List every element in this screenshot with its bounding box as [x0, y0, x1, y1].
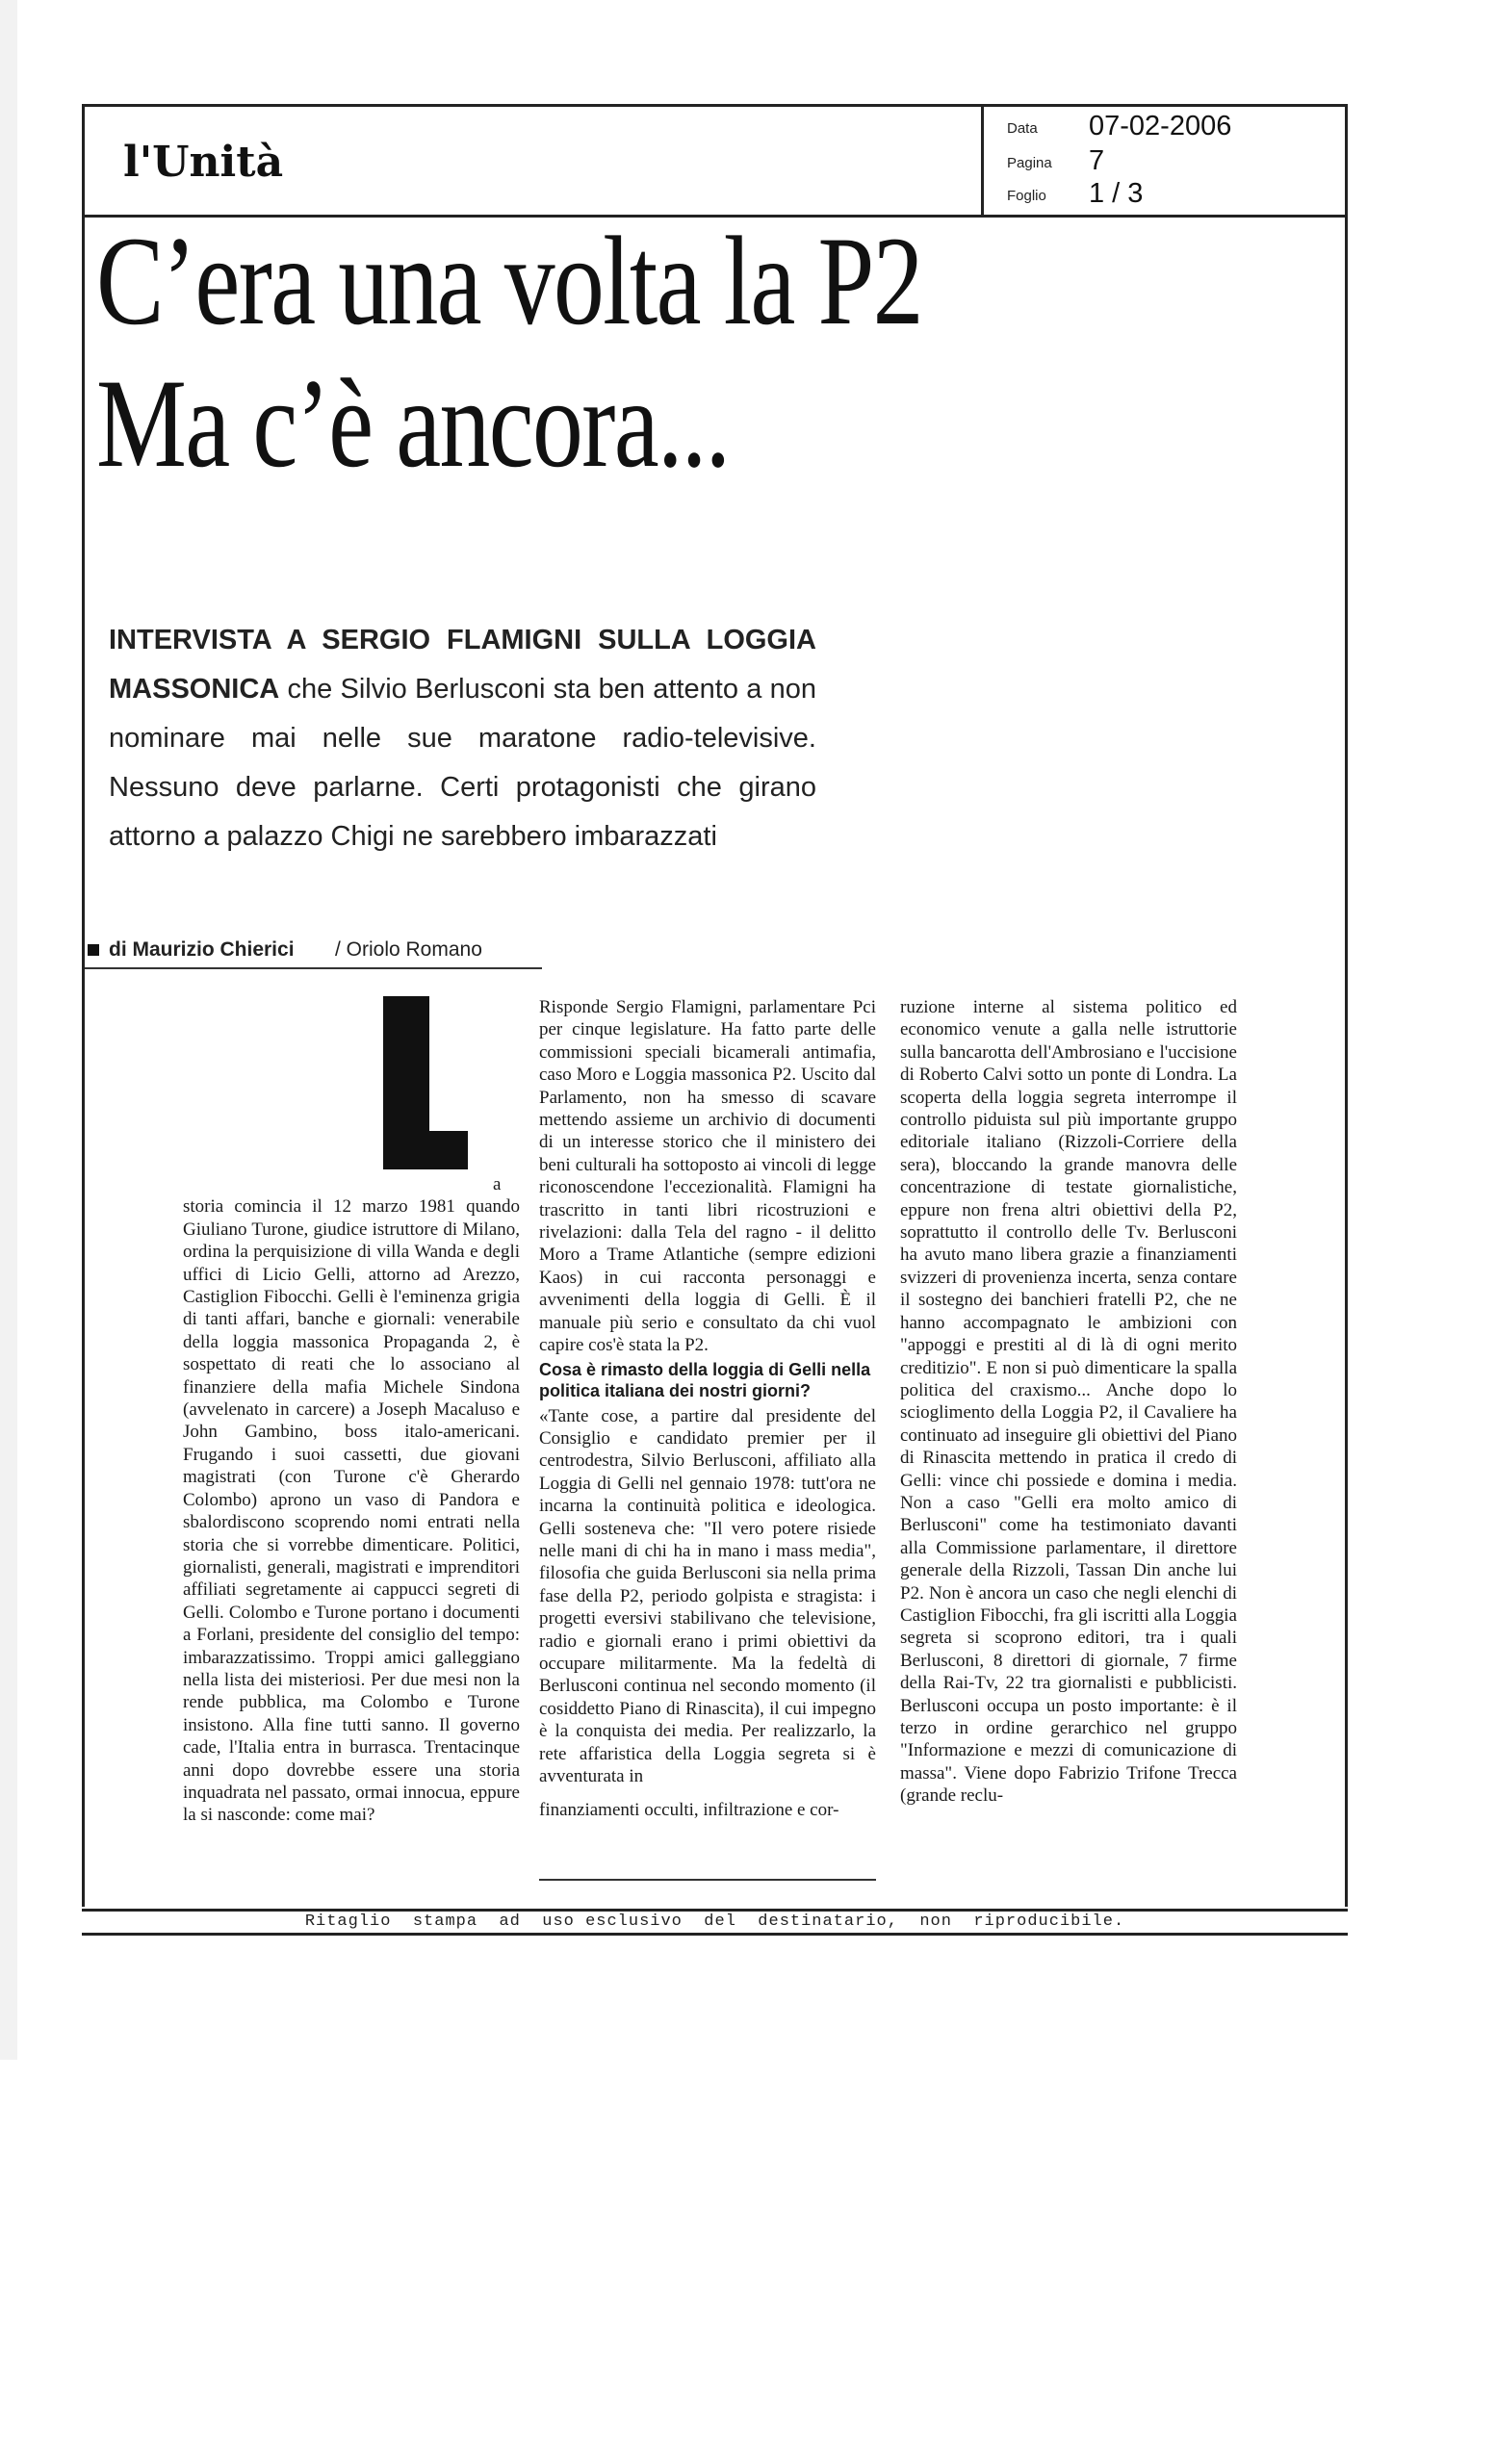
column-2-answer: «Tante cose, a partire dal presidente del Consiglio e candidato premier per il centrodestra, Silvio Berlusconi, affiliato alla Loggia di Gelli nel gennaio 1978: tutt'ora ne incarna la continuità politica e ideologica. Gelli sosteneva che: "Il vero potere risiede nelle mani di chi ha in mano i mass media", filosofia che guida Berlusconi sia nella prima fase della P2, periodo golpista e stragista: i progetti eversivi stabilivano che televisione, radio e giornali erano i primi obiettivi da occupare militarmente. Ma la fedeltà di Berlusconi continua nel secondo momento (il cosiddetto Piano di Rinascita), il cui impegno è la conquista dei media. Per realizzarlo, la rete affaristica della Loggia segreta si è avventurata in	[539, 1405, 876, 1786]
frame-right-border	[1345, 218, 1348, 1907]
column-2-intro: Risponde Sergio Flamigni, parlamentare Pci per cinque legislature. Ha fatto parte delle commissioni speciali bicamerali antimafia, caso Moro e Loggia massonica P2. Uscito dal Parlamento, non ha smesso di scavare mettendo assieme un archivio di documenti di un interesse storico che il ministero dei beni culturali ha sottoposto ai vincoli di legge riconoscendone l'eccezionalità. Flamigni ha trascritto in tanti libri ricostruzioni e rivelazioni: dalla Tela del ragno - il delitto Moro a Trame Atlantiche (sempre edizioni Kaos) in cui racconta personaggi e avvenimenti della loggia di Gelli. È il manuale più serio e consultato da chi vuol capire cos'è stata la P2.	[539, 997, 876, 1356]
meta-box	[993, 107, 1340, 215]
column-3-text: ruzione interne al sistema politico ed economico venute a galla nelle istruttorie sulla bancarotta dell'Ambrosiano e l'uccisione di Roberto Calvi sotto un ponte di Londra. La scoperta della loggia segreta interrompe il controllo piduista sul più importante gruppo editoriale italiano (Rizzoli-Corriere della sera), bloccando la grande manovra delle concentrazione di testate giornalistiche, eppure non frena altri obiettivi della P2, soprattutto il controllo delle Tv. Berlusconi ha avuto mano libera grazie a finanziamenti svizzeri di provenienza incerta, senza contare il sostegno dei banchieri fratelli P2, che ne hanno accompagnato le ambizioni con "appoggi e prestiti al di là di ogni merito creditizio". E non si può dimenticare la spalla politica del craxismo... Anche dopo lo scioglimento della Loggia P2, il Cavaliere ha continuato ad inseguire gli obiettivi del Piano di Rinascita mettendo in pratica il credo di Gelli: vince chi possiede e domina i media. Non a caso "Gelli era molto amico di Berlusconi" come ha testimoniato davanti alla Commissione parlamentare, il direttore generale della Rizzoli, Tassan Din anche lui P2. Non è ancora un caso che negli elenchi di Castiglion Fibocchi, fra gli iscritti alla Loggia segreta si scoprono editori, tra i quali Berlusconi, 8 direttori di giornale, 7 firme della Rai-Tv, 22 tra giornalisti e pubblicisti. Berlusconi occupa un posto importante: è il terzo in ordine gerarchico nel gruppo "Informazione e mezzi di comunicazione di massa". Viene dopo Fabrizio Trifone Trecca (grande reclu-	[900, 997, 1237, 1807]
byline-place: / Oriolo Romano	[335, 938, 482, 961]
dropcap-rest: a	[493, 1174, 502, 1194]
article-column-1	[183, 996, 520, 1827]
headline-line-1: C’era una volta la P2	[96, 210, 922, 351]
deck-lead: INTERVISTA A SERGIO FLAMIGNI SULLA LOGGIA MASSONICA	[109, 625, 816, 705]
article-column-3	[900, 996, 1237, 1808]
byline-author: di Maurizio Chierici	[109, 938, 295, 961]
newspaper-logo: l'Unità	[123, 138, 284, 187]
interview-question: Cosa è rimasto della loggia di Gelli nella politica italiana dei nostri giorni?	[539, 1359, 871, 1400]
byline	[85, 938, 542, 969]
article-column-2	[539, 996, 876, 1822]
dropcap-l	[383, 996, 468, 1169]
scan-edge	[0, 0, 17, 2060]
column-2-last-line: finanziamenti occulti, infiltrazione e cor-	[539, 1800, 839, 1821]
date-label: Data	[1007, 120, 1038, 137]
column-2-rule	[539, 1879, 876, 1881]
headline	[96, 210, 1090, 495]
byline-square-icon	[88, 944, 99, 956]
frame-left-border	[82, 218, 85, 1907]
logo-box	[85, 107, 984, 215]
deck	[109, 616, 816, 861]
deck-text: che Silvio Berlusconi sta ben attento a non nominare mai nelle sue maratone radio-televisive. Nessuno deve parlarne. Certi protagonisti che girano attorno a palazzo Chigi ne sarebbero imbarazzati	[109, 674, 816, 852]
sheet-value: 1 / 3	[1089, 178, 1144, 209]
page-label: Pagina	[1007, 155, 1052, 171]
masthead	[82, 104, 1348, 218]
sheet-label: Foglio	[1007, 188, 1046, 204]
column-1-text: storia comincia il 12 marzo 1981 quando Giuliano Turone, giudice istruttore di Milano, ordina la perquisizione di villa Wanda e degli uffici di Licio Gelli, attorno ad Arezzo, Castiglion Fibocchi. Gelli è l'eminenza grigia di tanti affari, banche e giornali: venerabile della loggia massonica Propaganda 2, è sospettato di reati che lo associano al finanziere della mafia Michele Sindona (avvelenato in carcere) a Joseph Macaluso e John Gambino, boss italo-americani. Frugando i suoi cassetti, due giovani magistrati (con Turone c'è Gherardo Colombo) aprono un vaso di Pandora e sbalordiscono scoprendo nomi entrati nella storia che si vorrebbe dimenticare. Politici, giornalisti, generali, magistrati e imprenditori affiliati segretamente ai cappucci segreti di Gelli. Colombo e Turone portano i documenti a Forlani, presidente del consiglio del tempo: imbarazzatissimo. Troppi amici galleggiano nella lista dei misteriosi. Per due mesi non la rende pubblica, ma Colombo e Turone insistono. Alla fine tutti sanno. Il governo cade, l'Italia entra in burrasca. Trentacinque anni dopo dovrebbe essere una storia inquadrata nel passato, ormai innocua, eppure la si nasconde: come mai?	[183, 1196, 520, 1826]
page-value: 7	[1089, 145, 1105, 176]
headline-line-2: Ma c’è ancora...	[96, 352, 730, 494]
footer-notice: Ritaglio stampa ad uso esclusivo del destinatario, non riproducibile.	[82, 1909, 1348, 1936]
date-value: 07-02-2006	[1089, 111, 1232, 141]
dropcap-foot	[383, 1131, 468, 1169]
